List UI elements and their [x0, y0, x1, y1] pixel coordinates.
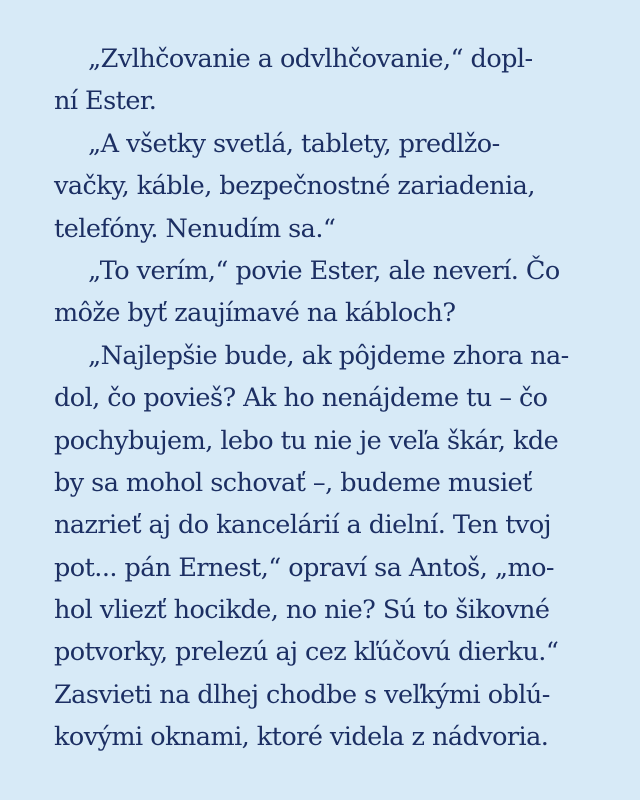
text-line: by sa mohol schovať –, budeme musieť: [54, 467, 532, 498]
book-page-text: [54, 38, 602, 759]
text-line: pochybujem, lebo tu nie je veľa škár, kde: [54, 425, 559, 456]
text-line: „Najlepšie bude, ak pôjdeme zhora na-: [88, 340, 569, 371]
text-line: „To verím,“ povie Ester, ale neverí. Čo: [88, 255, 560, 286]
text-line: pot... pán Ernest,“ opraví sa Antoš, „mo-: [54, 552, 554, 583]
text-line: kovými oknami, ktoré videla z nádvoria.: [54, 722, 549, 753]
text-line: ní Ester.: [54, 86, 157, 117]
text-line: „Zvlhčovanie a odvlhčovanie,“ dopl-: [88, 44, 533, 74]
text-line: nazrieť aj do kancelárií a dielní. Ten tvoj: [54, 510, 551, 541]
text-line: vačky, káble, bezpečnostné zariadenia,: [54, 171, 535, 202]
text-line: telefóny. Nenudím sa.“: [54, 213, 336, 244]
text-line: Zasvieti na dlhej chodbe s veľkými oblú-: [54, 679, 550, 710]
text-line: môže byť zaujímavé na kábloch?: [54, 298, 456, 329]
text-line: potvorky, prelezú aj cez kľúčovú dierku.“: [54, 637, 559, 668]
text-line: hol vliezť hocikde, no nie? Sú to šikovné: [54, 595, 550, 626]
text-line: „A všetky svetlá, tablety, predlžo-: [88, 128, 500, 159]
text-line: dol, čo povieš? Ak ho nenájdeme tu – čo: [54, 383, 548, 414]
